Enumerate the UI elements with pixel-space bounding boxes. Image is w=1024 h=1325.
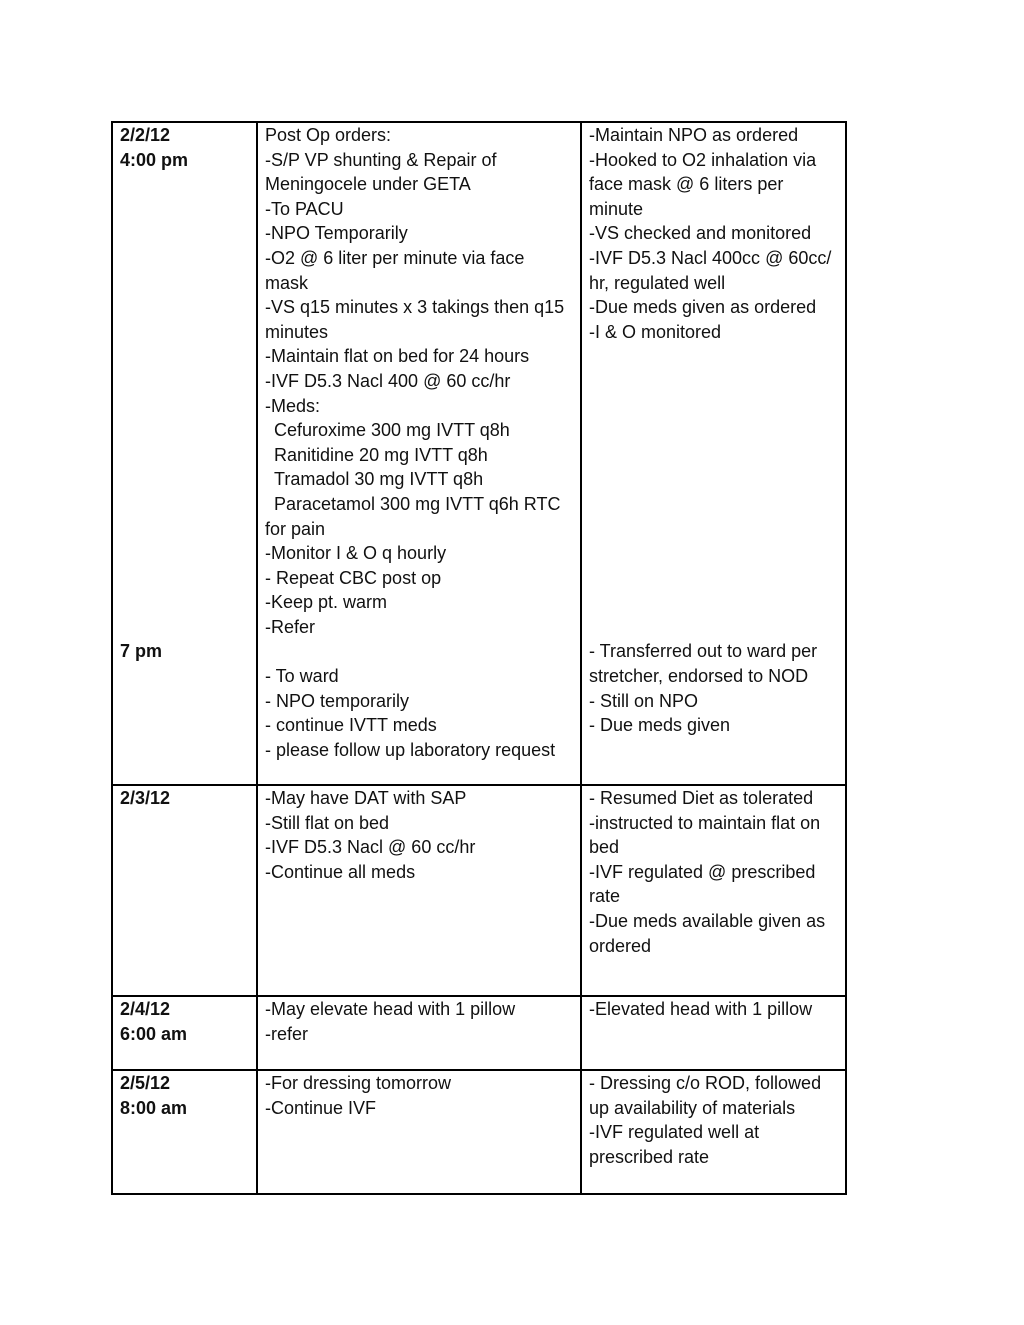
medication-line: Tramadol 30 mg IVTT q8h	[274, 469, 484, 490]
order-line: - To ward	[265, 666, 339, 687]
order-line: -To PACU	[265, 198, 344, 219]
action-line: -Due meds given as ordered	[589, 297, 817, 318]
date-time-cell	[112, 785, 257, 996]
doctors-orders-table	[111, 121, 847, 1195]
order-line: -Continue all meds	[265, 861, 416, 882]
orders-cell	[257, 785, 581, 996]
order-line: Meningocele under GETA	[265, 174, 471, 195]
date-time-cell	[112, 1070, 257, 1194]
action-line: up availability of materials	[589, 1097, 796, 1118]
action-line: -Due meds available given as	[589, 910, 826, 931]
action-line: -Elevated head with 1 pillow	[589, 999, 813, 1019]
entry-time: 7 pm	[120, 641, 163, 662]
action-line: - Resumed Diet as tolerated	[589, 788, 814, 808]
action-line: -Hooked to O2 inhalation via	[589, 149, 817, 170]
entry-date: 2/4/12	[120, 999, 171, 1019]
order-line: -Maintain flat on bed for 24 hours	[265, 346, 530, 367]
order-line: -For dressing tomorrow	[265, 1073, 452, 1093]
order-line: -O2 @ 6 liter per minute via face	[265, 247, 525, 268]
table-row	[112, 122, 846, 785]
action-line: - Transferred out to ward per	[589, 641, 818, 662]
order-line: - NPO temporarily	[265, 690, 410, 711]
order-line: mask	[265, 272, 309, 293]
blank-line	[265, 639, 573, 664]
order-line: -VS q15 minutes x 3 takings then q15	[265, 297, 565, 318]
order-line: -Continue IVF	[265, 1097, 377, 1118]
action-line: - Dressing c/o ROD, followed	[589, 1073, 822, 1093]
action-line: -IVF regulated well at	[589, 1122, 760, 1143]
order-line: -May have DAT with SAP	[265, 788, 467, 808]
action-line: -IVF regulated @ prescribed	[589, 861, 816, 882]
medication-line: Paracetamol 300 mg IVTT q6h RTC	[274, 493, 561, 514]
table-row	[112, 996, 846, 1070]
order-line: -IVF D5.3 Nacl @ 60 cc/hr	[265, 837, 476, 858]
order-line: -Monitor I & O q hourly	[265, 543, 447, 564]
action-line: -I & O monitored	[589, 321, 722, 342]
table-row	[112, 1070, 846, 1194]
orders-cell	[257, 1070, 581, 1194]
action-line: face mask @ 6 liters per	[589, 174, 784, 195]
nursing-actions-cell	[581, 1070, 846, 1194]
action-line: rate	[589, 886, 621, 907]
entry-date: 2/3/12	[120, 788, 171, 808]
order-line: -refer	[265, 1023, 309, 1044]
action-line: -Maintain NPO as ordered	[589, 125, 799, 145]
order-line: - continue IVTT meds	[265, 715, 437, 736]
action-line: hr, regulated well	[589, 272, 726, 293]
order-line: -Keep pt. warm	[265, 592, 388, 613]
action-line: prescribed rate	[589, 1146, 710, 1167]
order-line: -S/P VP shunting & Repair of	[265, 149, 497, 170]
entry-time: 6:00 am	[120, 1023, 188, 1044]
nursing-actions-cell	[581, 996, 846, 1070]
table-row	[112, 785, 846, 996]
orders-cell	[257, 996, 581, 1070]
action-line: - Due meds given	[589, 715, 731, 736]
nursing-actions-cell	[581, 785, 846, 996]
action-line: -IVF D5.3 Nacl 400cc @ 60cc/	[589, 247, 832, 268]
order-line: - please follow up laboratory request	[265, 739, 556, 760]
order-line: - Repeat CBC post op	[265, 567, 442, 588]
order-line: -IVF D5.3 Nacl 400 @ 60 cc/hr	[265, 370, 511, 391]
nursing-actions-cell	[581, 122, 846, 785]
action-line: minute	[589, 198, 644, 219]
action-line: -instructed to maintain flat on	[589, 812, 821, 833]
medication-line: Cefuroxime 300 mg IVTT q8h	[274, 420, 510, 441]
date-time-cell	[112, 996, 257, 1070]
entry-date: 2/5/12	[120, 1073, 171, 1093]
order-line: -Still flat on bed	[265, 812, 390, 833]
entry-time: 4:00 pm	[120, 149, 189, 170]
order-line: for pain	[265, 518, 326, 539]
order-line: minutes	[265, 321, 329, 342]
order-line: -Refer	[265, 616, 316, 637]
action-line: ordered	[589, 935, 652, 956]
action-line: -VS checked and monitored	[589, 223, 812, 244]
entry-time: 8:00 am	[120, 1097, 188, 1118]
orders-cell	[257, 122, 581, 785]
medication-line: Ranitidine 20 mg IVTT q8h	[274, 444, 488, 465]
order-line: -NPO Temporarily	[265, 223, 408, 244]
entry-date: 2/2/12	[120, 125, 171, 145]
action-line: - Still on NPO	[589, 690, 699, 711]
date-time-cell	[112, 122, 257, 785]
order-line: -May elevate head with 1 pillow	[265, 999, 516, 1019]
action-line: bed	[589, 837, 620, 858]
order-line: Post Op orders:	[265, 125, 392, 145]
action-line: stretcher, endorsed to NOD	[589, 665, 809, 686]
order-line: -Meds:	[265, 395, 321, 416]
